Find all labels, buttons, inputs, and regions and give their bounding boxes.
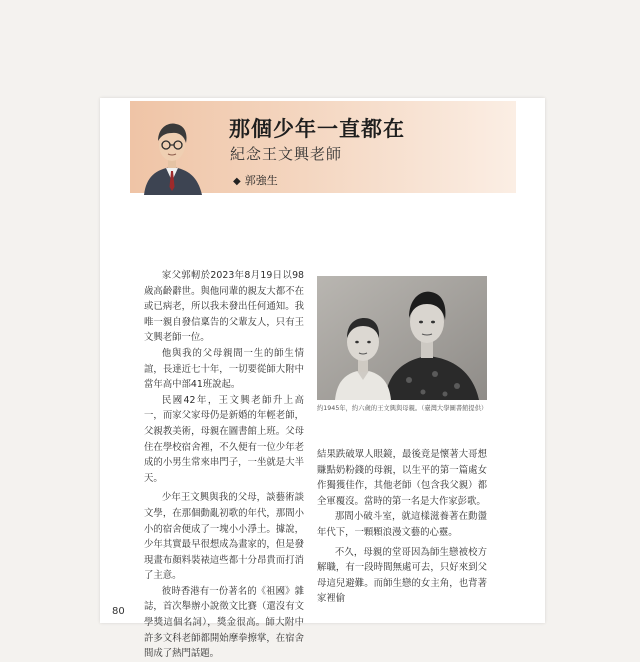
body-paragraph: 少年王文興與我的父母，談藝術談文學，在那個動亂初歌的年代，那間小小的宿舍便成了一塊小小淨土。據說，少年其實最早很想成為畫家的，但是發現畫布顏料裝裱這些都十分昂貴而打消了主意。 (144, 492, 304, 582)
body-paragraph: 那間小破斗室，就這樣滋養著在動盪年代下，一顆顆浪漫文藝的心靈。 (317, 511, 487, 538)
body-paragraph: 民國42年，王文興老師升上高一，而家父家母仍是新婚的年輕老師，父親教美術，母親在圖書館上班。父母住在學校宿舍裡，不久便有一位少年老成的小男生常來串門子，一坐就是大半天。 (144, 394, 304, 484)
body-paragraph: 不久，母親的堂哥因為師生戀被校方解職，有一段時間無處可去，只好來到父母這兒避難。而師生戀的女主角，也背著家裡偷 (317, 546, 487, 605)
article-title: 那個少年一直都在 (229, 116, 405, 141)
author-byline (233, 172, 278, 188)
historical-photo-boy-and-mother (317, 276, 487, 400)
body-paragraph: 家父郭軔於2023年8月19日以98歲高齡辭世。與他同輩的親友大都不在或已病老，所以我未發出任何通知。我唯一親自發信稟告的父輩友人，只有王文興老師一位。 (144, 270, 304, 344)
body-text-right-column (317, 447, 487, 607)
diamond-bullet-icon: ◆ (233, 176, 241, 187)
page-number: 80 (112, 606, 125, 617)
body-paragraph: 結果跌破眾人眼鏡，最後竟是懷著大哥想賺點奶粉錢的母親，以生平的第一篇處女作獨獲佳作，其他老師（包含我父親）都全軍覆沒。當時的第一名是大作家彭歌。 (317, 449, 487, 507)
photo-caption: 約1945年，約六歲的王文興與母親。（臺灣大學圖書館提供） (317, 405, 488, 412)
body-paragraph: 彼時香港有一份著名的《祖國》雜誌，首次舉辦小說徵文比賽（還沒有文學獎這個名詞），獎金很高。師大附中許多文科老師都開始摩拳擦掌，在宿舍間成了熱門話題。 (144, 585, 304, 660)
body-paragraph: 他與我的父母親間一生的師生情誼，長達近七十年，一切要從師大附中當年高中部41班說起。 (144, 347, 304, 391)
article-subtitle: 紀念王文興老師 (230, 145, 343, 163)
author-name: 郭強生 (244, 174, 278, 187)
author-portrait-illustration (136, 111, 208, 195)
body-text-left-column (144, 268, 304, 662)
